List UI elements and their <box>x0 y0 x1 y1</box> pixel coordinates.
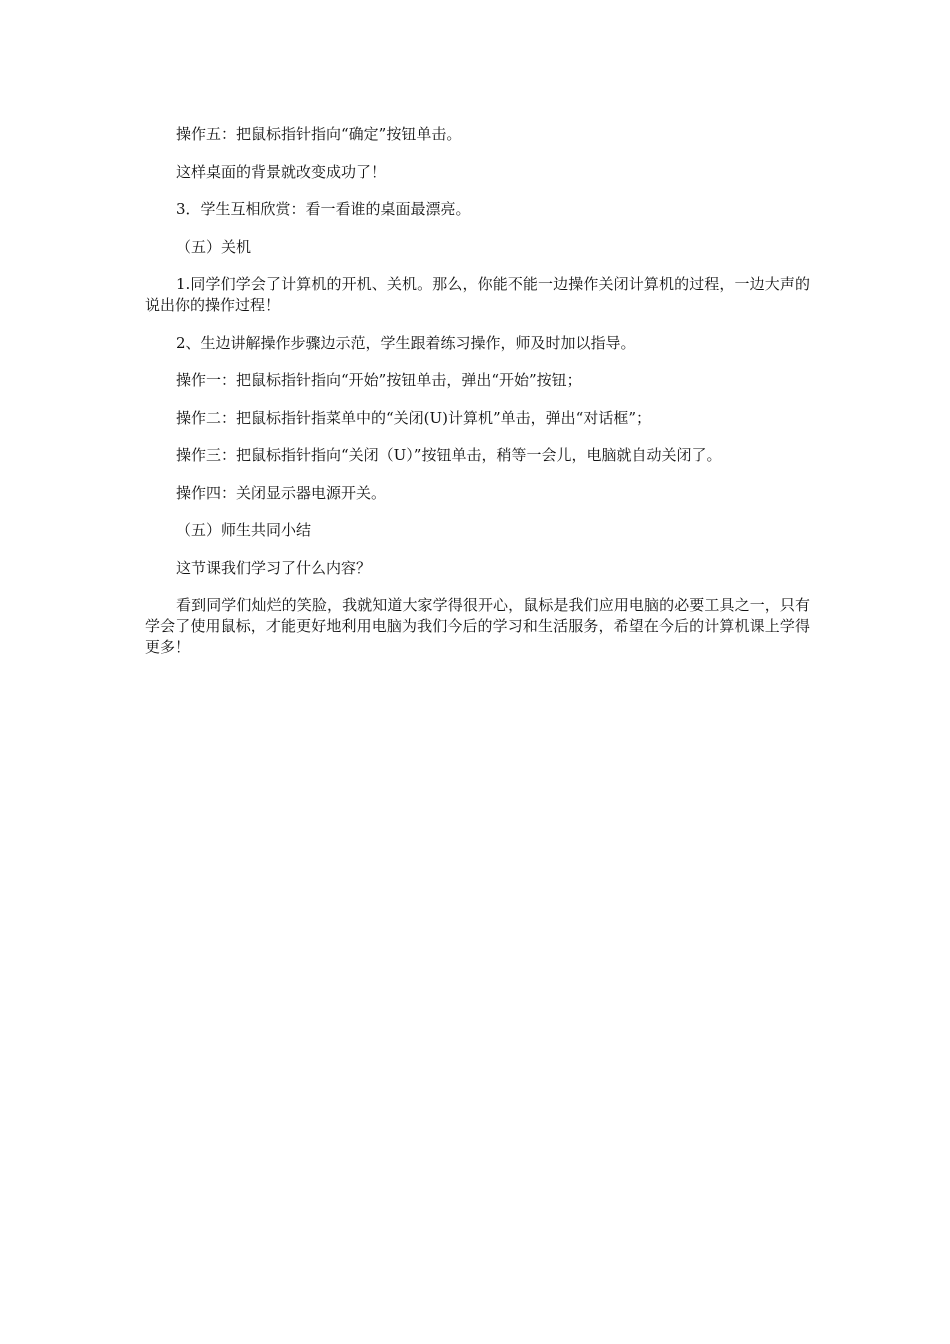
paragraph-demo-steps: 2、生边讲解操作步骤边示范，学生跟着练习操作，师及时加以指导。 <box>176 333 636 352</box>
section-heading-shutdown: （五）关机 <box>176 237 252 256</box>
paragraph-summary-question: 这节课我们学习了什么内容？ <box>176 558 372 577</box>
section-heading-summary: （五）师生共同小结 <box>176 521 312 539</box>
paragraph-operation-four: 操作四：关闭显示器电源开关。 <box>176 483 387 502</box>
paragraph-peer-review: 3．学生互相欣赏：看一看谁的桌面最漂亮。 <box>176 200 471 218</box>
paragraph-background-success: 这样桌面的背景就改变成功了！ <box>176 162 387 181</box>
paragraph-operation-two: 操作二：把鼠标指针指菜单中的“关闭(U)计算机”单击，弹出“对话框”； <box>176 408 652 427</box>
paragraph-closing: 看到同学们灿烂的笑脸，我就知道大家学得很开心，鼠标是我们应用电脑的必要工具之一，只有学会了使用鼠标，才能更好地利用电脑为我们今后的学习和生活服务，希望在今后的计算机课上学得更多！ <box>145 596 810 656</box>
paragraph-operation-three: 操作三：把鼠标指针指向“关闭（U）”按钮单击，稍等一会儿，电脑就自动关闭了。 <box>176 446 722 464</box>
paragraph-operation-one: 操作一：把鼠标指针指向“开始”按钮单击，弹出“开始”按钮； <box>176 371 582 389</box>
document-body <box>145 124 810 675</box>
paragraph-step-five: 操作五：把鼠标指针指向“确定”按钮单击。 <box>176 125 462 143</box>
paragraph-shutdown-intro: 1.同学们学会了计算机的开机、关机。那么，你能不能一边操作关闭计算机的过程，一边大声的说出你的操作过程！ <box>145 275 810 314</box>
